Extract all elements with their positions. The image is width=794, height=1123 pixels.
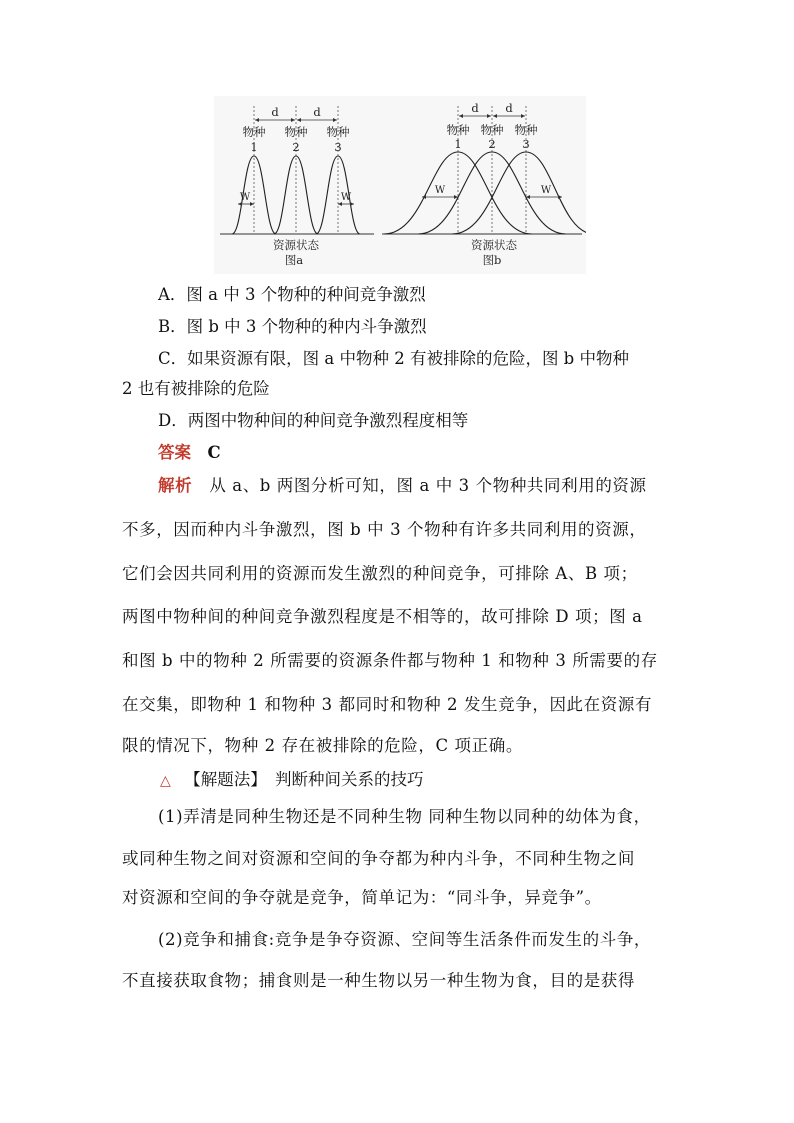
method-p1-line-1: (1)弄清是同种生物还是不同种生物 同种生物以同种的幼体为食， xyxy=(158,807,651,826)
method-title-line xyxy=(160,772,424,789)
d-label-a2: d xyxy=(313,105,321,119)
analysis-line-6: 在交集，即物种 1 和物种 3 都同时和物种 2 发生竞争，因此在资源有 xyxy=(122,695,653,714)
d-label-b1: d xyxy=(471,101,479,115)
analysis-label: 解析 xyxy=(158,476,193,495)
method-p2-line-2: 不直接获取食物；捕食则是一种生物以另一种生物为食，目的是获得 xyxy=(122,971,635,990)
answer-label: 答案 xyxy=(158,443,191,462)
method-p2-line-1: (2)竞争和捕食:竞争是争夺资源、空间等生活条件而发生的斗争， xyxy=(158,930,652,949)
axis-label-b: 资源状态 xyxy=(471,238,517,252)
analysis-line-3: 它们会因共同利用的资源而发生激烈的种间竞争，可排除 A、B 项； xyxy=(122,564,638,583)
method-title: 【解题法】 判断种间关系的技巧 xyxy=(192,770,424,789)
caption-a: 图a xyxy=(284,253,304,267)
caption-b: 图b xyxy=(482,253,502,267)
species-num-a3: 3 xyxy=(334,140,342,154)
method-p1-line-2: 或同种生物之间对资源和空间的争夺都为种内斗争，不同种生物之间 xyxy=(122,849,635,868)
w-label-a3: W xyxy=(340,192,352,203)
species-word-b3: 物种 xyxy=(514,123,538,137)
analysis-line-5: 和图 b 中的物种 2 所需要的资源条件都与物种 1 和物种 3 所需要的存 xyxy=(122,651,658,670)
species-resource-figure xyxy=(214,96,586,274)
answer-line xyxy=(158,445,221,462)
analysis-line-4: 两图中物种间的种间竞争激烈程度是不相等的，故可排除 D 项；图 a xyxy=(122,607,643,626)
species-word-a1: 物种 xyxy=(242,125,266,139)
axis-label-a: 资源状态 xyxy=(273,238,319,252)
analysis-text-1: 从 a、b 两图分析可知，图 a 中 3 个物种共同利用的资源 xyxy=(209,476,647,495)
species-word-a3: 物种 xyxy=(326,125,350,139)
option-c-cont: 2 也有被排除的危险 xyxy=(122,379,270,398)
species-num-b2: 2 xyxy=(488,137,496,151)
d-label-b2: d xyxy=(505,101,513,115)
analysis-line-1 xyxy=(158,478,647,495)
species-num-a2: 2 xyxy=(292,140,300,154)
d-label-a1: d xyxy=(271,105,279,119)
species-word-b2: 物种 xyxy=(480,123,504,137)
method-p1-line-3: 对资源和空间的争夺就是竞争，简单记为：“同斗争，异竞争”。 xyxy=(122,888,602,907)
species-num-b3: 3 xyxy=(522,137,530,151)
answer-value: C xyxy=(207,443,221,462)
option-c: C．如果资源有限，图 a 中物种 2 有被排除的危险，图 b 中物种 xyxy=(158,349,629,368)
w-label-b3: W xyxy=(540,185,552,196)
analysis-line-7: 限的情况下，物种 2 存在被排除的危险，C 项正确。 xyxy=(122,736,523,755)
analysis-line-2: 不多，因而种内斗争激烈，图 b 中 3 个物种有许多共同利用的资源， xyxy=(122,520,647,539)
option-d: D．两图中物种间的种间竞争激烈程度相等 xyxy=(158,411,469,430)
species-word-b1: 物种 xyxy=(446,123,470,137)
w-label-a1: W xyxy=(239,192,251,203)
species-num-a1: 1 xyxy=(250,140,258,154)
option-b: B．图 b 中 3 个物种的种内斗争激烈 xyxy=(158,317,427,336)
w-label-b1: W xyxy=(434,185,446,196)
species-num-b1: 1 xyxy=(454,137,462,151)
species-word-a2: 物种 xyxy=(284,125,308,139)
warning-icon: △ xyxy=(160,773,171,789)
option-a: A．图 a 中 3 个物种的种间竞争激烈 xyxy=(158,285,426,304)
